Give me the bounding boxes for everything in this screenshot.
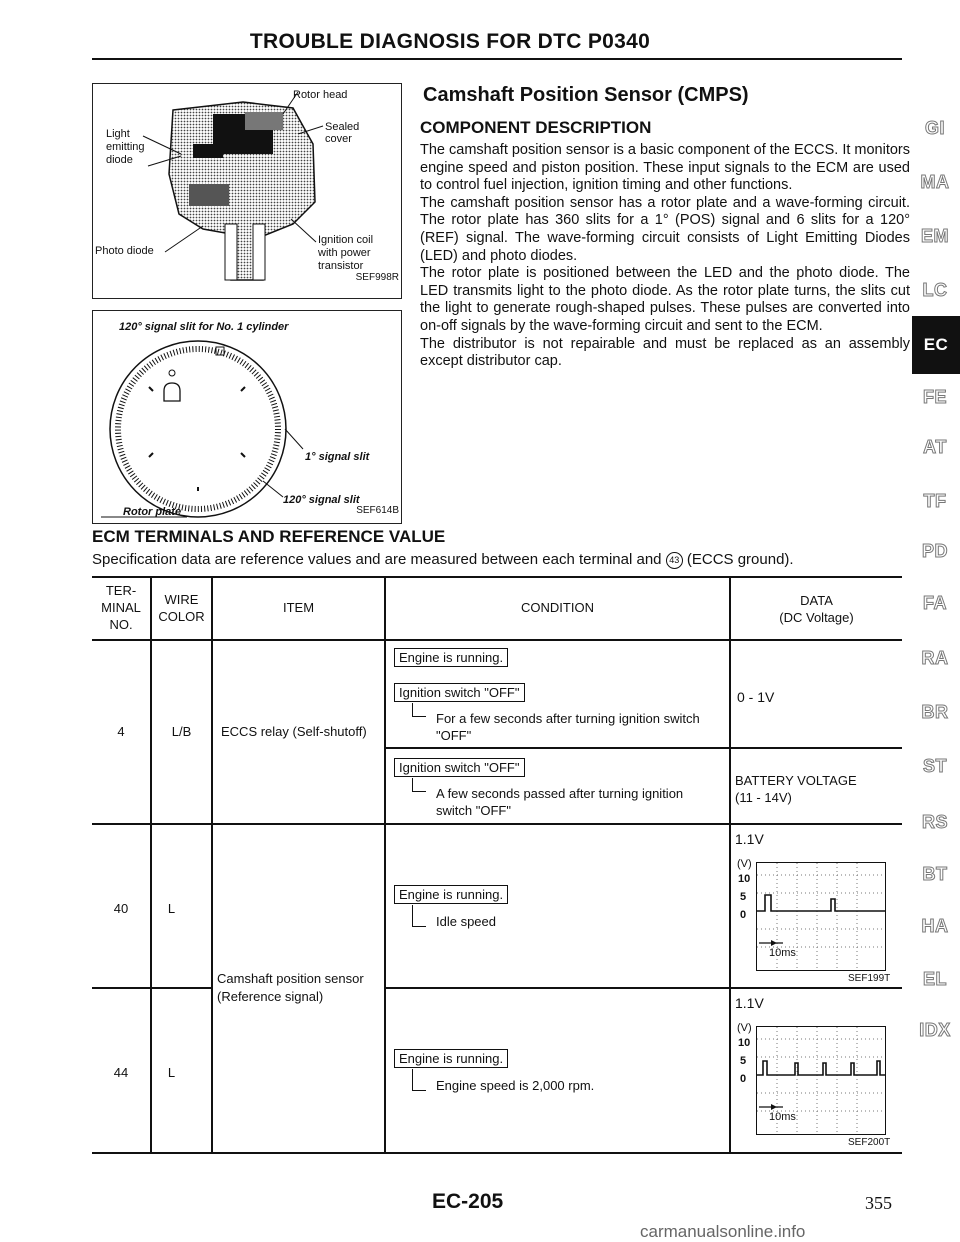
table-row-rule	[384, 987, 902, 989]
rotor-plate-drawing	[93, 311, 401, 523]
specification-note	[92, 551, 794, 569]
figure-code: SEF614B	[356, 505, 399, 516]
scope-unit: (V)	[737, 1022, 752, 1034]
description-paragraph: The camshaft position sensor has a rotor plate and a wave-forming circuit. The rotor plate has 360 slits for a 1° (POS) signal and 6 slits for a 120° (REF) signal. The wave-forming circuit consists of Light Emitting Diodes (LED) and photo diodes.	[420, 194, 910, 264]
table-bottom-rule	[92, 1152, 902, 1154]
page-code: EC-205	[432, 1190, 504, 1213]
table-row-rule	[92, 987, 212, 989]
row-40-item: Camshaft position sensor	[217, 971, 364, 986]
spec-text: Specification data are reference values and are measured between each terminal and	[92, 551, 662, 568]
oscilloscope-waveform-sef200t	[756, 1026, 886, 1135]
label-with-power: with power	[318, 247, 371, 259]
component-description	[420, 142, 910, 371]
row-4-condition-ignition-off-2: Ignition switch "OFF"	[394, 758, 525, 777]
section-title: Camshaft Position Sensor (CMPS)	[423, 84, 749, 106]
tab-bt[interactable]: BT	[922, 864, 948, 884]
table-col-rule	[384, 576, 386, 1152]
header-condition: CONDITION	[521, 600, 594, 615]
header-terminal-line: TER-	[105, 583, 137, 598]
row-4-data-battery-range: (11 - 14V)	[735, 790, 792, 805]
tab-el[interactable]: EL	[922, 969, 947, 989]
tab-tf[interactable]: TF	[923, 491, 947, 511]
tab-ec-active[interactable]: EC	[912, 316, 960, 374]
header-wire-line: WIRE	[164, 592, 199, 607]
scope-y-tick: 5	[740, 1055, 747, 1067]
header-wire-color	[152, 591, 211, 625]
page-number: 355	[865, 1193, 892, 1213]
table-top-rule	[92, 576, 902, 578]
row-40-condition: Engine is running.	[394, 885, 508, 904]
title-rule	[92, 58, 902, 60]
label-cover: cover	[325, 133, 352, 145]
scope-y-tick: 10	[738, 1037, 751, 1049]
tab-at[interactable]: AT	[923, 437, 947, 457]
header-terminal-line: NO.	[109, 617, 133, 632]
label-1deg-slit: 1° signal slit	[305, 451, 370, 463]
page-title: TROUBLE DIAGNOSIS FOR DTC P0340	[249, 30, 651, 53]
header-terminal	[92, 582, 150, 633]
cmps-cutaway-figure	[92, 83, 402, 299]
figure-code: SEF998R	[355, 272, 399, 283]
tab-ha[interactable]: HA	[921, 916, 949, 936]
row-40-wire: L	[167, 901, 176, 916]
label-sealed: Sealed	[325, 121, 360, 133]
row-4-condition-detail: switch "OFF"	[436, 803, 511, 818]
description-paragraph: The rotor plate is positioned between the LED and the photo diode. The LED transmits light to the photo diode. As the rotor plate turns, the slits cut the light to generate rough-shaped pulses. These pulses are converted into on-off signals by the wave-forming circuit and sent to the ECM.	[420, 265, 910, 334]
rotor-plate-figure	[92, 310, 402, 524]
table-col-rule	[729, 576, 731, 1152]
row-4-data-on: 0 - 1V	[737, 689, 775, 705]
bracket	[412, 703, 413, 717]
label-ignition-coil: Ignition coil	[318, 234, 374, 246]
header-data	[731, 592, 902, 626]
row-40-condition-detail: Idle speed	[436, 914, 496, 929]
row-4-condition-detail: "OFF"	[436, 728, 472, 743]
scope-time-label: 10ms	[769, 947, 796, 959]
label-emitting: emitting	[106, 141, 145, 153]
row-44-condition: Engine is running.	[394, 1049, 508, 1068]
table-row-rule	[92, 823, 902, 825]
watermark: carmanualsonline.info	[640, 1222, 806, 1241]
bracket	[412, 716, 426, 717]
label-light: Light	[106, 128, 130, 140]
tab-ma[interactable]: MA	[920, 172, 950, 192]
tab-fe[interactable]: FE	[922, 387, 947, 407]
scope-time-label: 10ms	[769, 1111, 796, 1123]
scope-y-tick: 5	[740, 891, 747, 903]
table-col-rule	[211, 576, 213, 1152]
bracket	[412, 1090, 426, 1091]
scope-unit: (V)	[737, 858, 752, 870]
label-photo-diode: Photo diode	[95, 245, 154, 257]
tab-fa[interactable]: FA	[922, 593, 947, 613]
header-data-line: DATA	[800, 593, 833, 608]
ecm-terminals-heading: ECM TERMINALS AND REFERENCE VALUE	[92, 527, 446, 546]
tab-idx[interactable]: IDX	[919, 1020, 951, 1040]
row-40-item: (Reference signal)	[217, 989, 324, 1004]
description-paragraph: The camshaft position sensor is a basic component of the ECCS. It monitors engine speed and piston position. These input signals to the ECM are used to control fuel injection, ignition timing and other functions.	[420, 142, 911, 194]
scope-code: SEF199T	[848, 973, 891, 984]
terminal-43-icon: 43	[666, 552, 683, 569]
bracket	[412, 778, 413, 792]
component-description-heading: COMPONENT DESCRIPTION	[420, 118, 652, 137]
row-44-terminal: 44	[113, 1065, 129, 1080]
description-paragraph: The distributor is not repairable and must be replaced as an assembly except distributor cap.	[420, 335, 910, 370]
scope-y-tick: 0	[740, 1073, 747, 1085]
header-terminal-line: MINAL	[101, 600, 141, 615]
label-rotor-plate: Rotor plate	[123, 506, 182, 518]
row-4-condition-detail: For a few seconds after turning ignition switch	[436, 711, 700, 726]
tab-rs[interactable]: RS	[921, 812, 948, 832]
label-rotor-head: Rotor head	[293, 89, 348, 101]
row-4-condition-engine-running: Engine is running.	[394, 648, 508, 667]
scope-code: SEF200T	[848, 1137, 891, 1148]
label-transistor: transistor	[318, 260, 364, 272]
tab-lc[interactable]: LC	[922, 280, 948, 300]
row-4-wire: L/B	[171, 724, 192, 739]
tab-ra[interactable]: RA	[921, 648, 949, 668]
bracket	[412, 1069, 413, 1091]
row-4-condition-ignition-off: Ignition switch "OFF"	[394, 683, 525, 702]
spec-text-end: (ECCS ground).	[686, 551, 794, 568]
header-wire-line: COLOR	[158, 609, 205, 624]
row-4-item: ECCS relay (Self-shutoff)	[221, 724, 367, 739]
label-120-slit-no1: 120° signal slit for No. 1 cylinder	[119, 321, 289, 333]
row-40-data-value: 1.1V	[735, 831, 764, 847]
row-44-data-value: 1.1V	[735, 995, 764, 1011]
tab-em[interactable]: EM	[921, 226, 949, 246]
label-120deg-slit: 120° signal slit	[283, 494, 360, 506]
header-item: ITEM	[282, 600, 315, 615]
tab-st[interactable]: ST	[922, 756, 947, 776]
tab-pd[interactable]: PD	[921, 541, 948, 561]
row-4-terminal: 4	[117, 724, 125, 739]
oscilloscope-waveform-sef199t	[756, 862, 886, 971]
scope-y-tick: 0	[740, 909, 747, 921]
bracket	[412, 791, 426, 792]
tab-br[interactable]: BR	[921, 702, 949, 722]
tab-gi[interactable]: GI	[924, 118, 945, 138]
bracket	[412, 926, 426, 927]
bracket	[412, 905, 413, 927]
row-44-wire: L	[167, 1065, 176, 1080]
condition-rule	[384, 747, 902, 749]
row-40-terminal: 40	[113, 901, 129, 916]
label-diode: diode	[106, 154, 133, 166]
row-4-condition-detail: A few seconds passed after turning ignition	[436, 786, 684, 801]
header-data-line: (DC Voltage)	[779, 610, 854, 625]
row-4-data-battery: BATTERY VOLTAGE	[735, 773, 857, 788]
row-44-condition-detail: Engine speed is 2,000 rpm.	[436, 1078, 595, 1093]
table-header-rule	[92, 639, 902, 641]
scope-y-tick: 10	[738, 873, 751, 885]
